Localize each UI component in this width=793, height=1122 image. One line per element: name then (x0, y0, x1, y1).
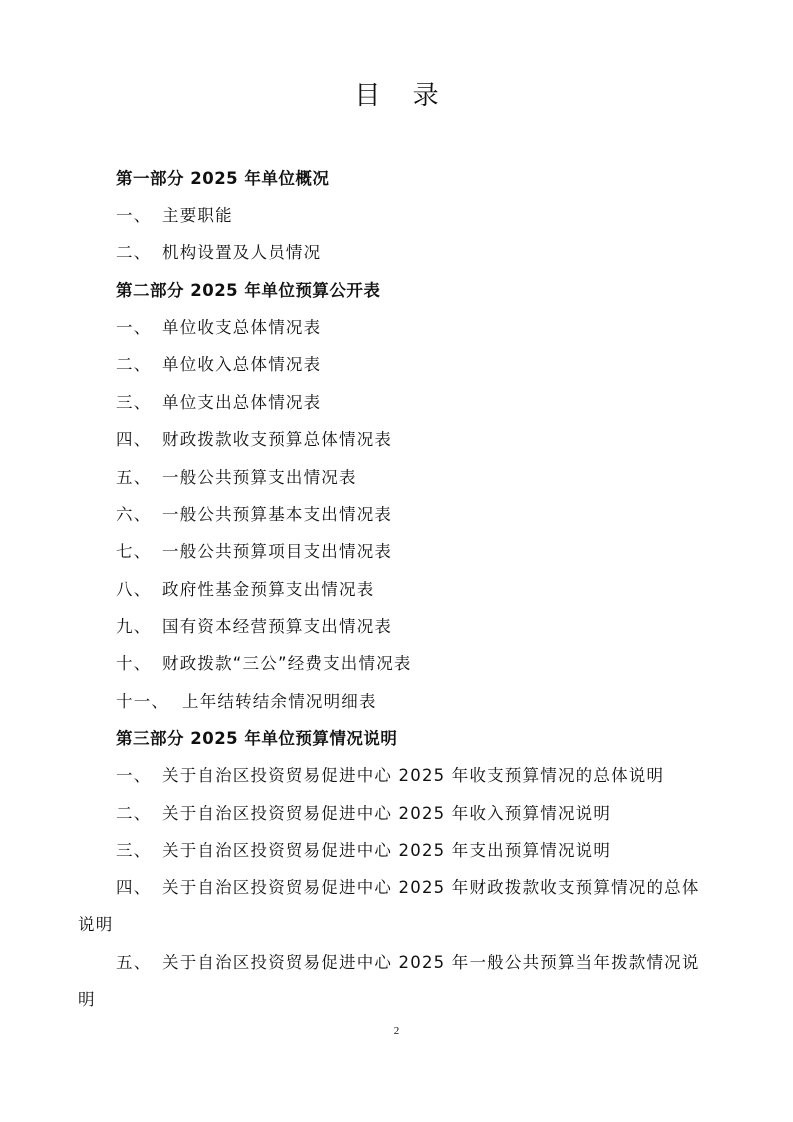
item-number: 二、 (116, 804, 152, 823)
toc-item[interactable] (116, 839, 611, 863)
toc-item[interactable] (116, 428, 392, 452)
toc-item[interactable] (116, 876, 700, 900)
item-number: 三、 (116, 841, 152, 860)
item-number: 五、 (116, 468, 152, 487)
item-number: 八、 (116, 580, 152, 599)
item-text: 财政拨款“三公”经费支出情况表 (162, 654, 412, 673)
item-text: 财政拨款收支预算总体情况表 (162, 430, 393, 449)
item-text: 机构设置及人员情况 (162, 243, 322, 262)
toc-item[interactable] (116, 578, 374, 602)
toc-title: 目 录 (354, 81, 451, 111)
toc-item[interactable] (116, 466, 357, 490)
item-number: 七、 (116, 542, 152, 561)
item-number: 一、 (116, 206, 152, 225)
toc-item[interactable] (116, 764, 664, 788)
toc-item[interactable] (116, 503, 392, 527)
part1-heading[interactable]: 第一部分 2025 年单位概况 (116, 169, 330, 188)
toc-item-continuation: 明 (78, 990, 96, 1009)
item-text: 一般公共预算支出情况表 (162, 468, 357, 487)
item-text: 一般公共预算项目支出情况表 (162, 542, 393, 561)
item-number: 十、 (116, 654, 152, 673)
item-text: 国有资本经营预算支出情况表 (162, 617, 393, 636)
item-number: 九、 (116, 617, 152, 636)
item-text: 单位收支总体情况表 (162, 318, 322, 337)
item-text: 关于自治区投资贸易促进中心 2025 年收入预算情况说明 (162, 804, 612, 823)
toc-item-continuation: 说明 (78, 915, 114, 934)
toc-item[interactable] (116, 540, 392, 564)
item-number: 一、 (116, 766, 152, 785)
item-number: 六、 (116, 505, 152, 524)
item-text: 上年结转结余情况明细表 (182, 692, 377, 711)
toc-item[interactable] (116, 353, 321, 377)
item-text: 一般公共预算基本支出情况表 (162, 505, 393, 524)
item-number: 一、 (116, 318, 152, 337)
item-text: 关于自治区投资贸易促进中心 2025 年一般公共预算当年拨款情况说 (162, 953, 700, 972)
item-text: 关于自治区投资贸易促进中心 2025 年支出预算情况说明 (162, 841, 612, 860)
item-number: 五、 (116, 953, 152, 972)
item-text: 单位支出总体情况表 (162, 393, 322, 412)
toc-item[interactable] (116, 241, 321, 265)
toc-item[interactable] (116, 951, 700, 975)
part2-heading[interactable]: 第二部分 2025 年单位预算公开表 (116, 281, 381, 300)
item-text: 政府性基金预算支出情况表 (162, 580, 375, 599)
item-text: 关于自治区投资贸易促进中心 2025 年财政拨款收支预算情况的总体 (162, 878, 700, 897)
page-number: 2 (393, 1025, 400, 1037)
item-number: 三、 (116, 393, 152, 412)
item-number: 四、 (116, 878, 152, 897)
toc-item[interactable] (116, 316, 321, 340)
part3-heading[interactable]: 第三部分 2025 年单位预算情况说明 (116, 729, 398, 748)
item-number: 二、 (116, 243, 152, 262)
item-number: 二、 (116, 355, 152, 374)
item-text: 关于自治区投资贸易促进中心 2025 年收支预算情况的总体说明 (162, 766, 665, 785)
toc-item[interactable] (116, 391, 321, 415)
toc-item[interactable] (116, 690, 377, 714)
toc-item[interactable] (116, 615, 392, 639)
item-number: 四、 (116, 430, 152, 449)
toc-item[interactable] (116, 204, 233, 228)
toc-item[interactable] (116, 802, 611, 826)
item-text: 主要职能 (162, 206, 233, 225)
toc-item[interactable] (116, 652, 412, 676)
item-text: 单位收入总体情况表 (162, 355, 322, 374)
item-number: 十一、 (116, 692, 170, 711)
